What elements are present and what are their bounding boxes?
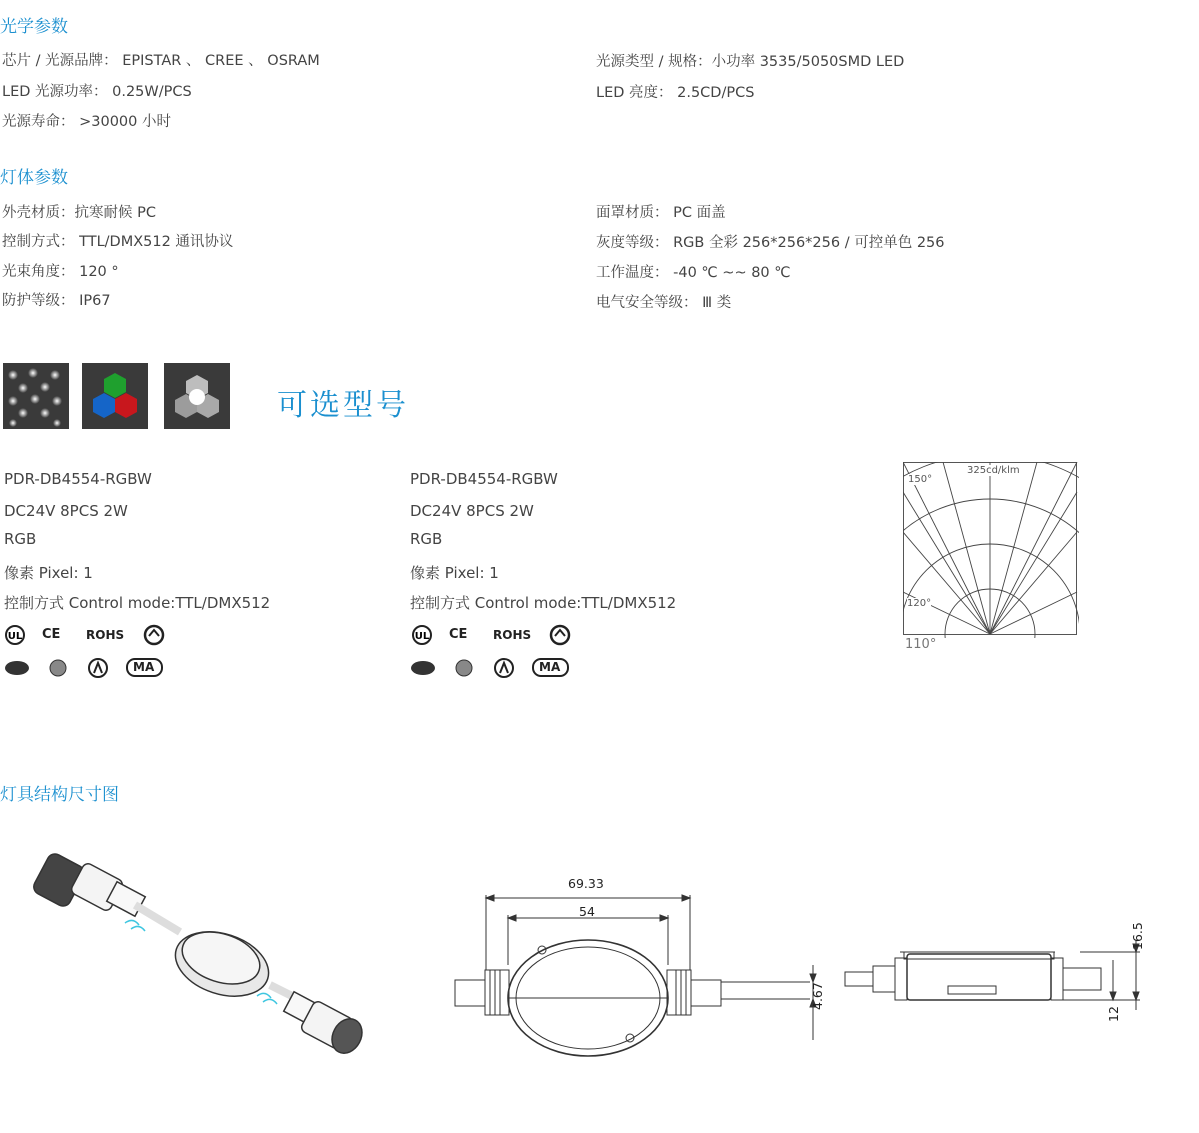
led-dots-thumbnail: [3, 363, 69, 429]
right-model-control: 控制方式 Control mode:TTL/DMX512: [410, 594, 677, 612]
dim-outer-label: 69.33: [568, 876, 604, 891]
rgb-thumbnail: [82, 363, 148, 429]
dim-cable-label: 4.67: [810, 982, 825, 1010]
ma-cert-label-2: MA: [539, 660, 561, 674]
polar-angle-bottom: 110°: [905, 637, 937, 652]
svg-text:UL: UL: [414, 631, 430, 642]
dim-body-label: 12: [1106, 1006, 1121, 1022]
right-model-color: RGB: [410, 530, 443, 548]
rohs-cert-icon: ROHS: [86, 628, 125, 642]
globe-cert-icon: [48, 658, 68, 678]
right-model-name: PDR-DB4554-RGBW: [410, 470, 558, 488]
optical-brightness: LED 亮度： 2.5CD/PCS: [596, 85, 755, 101]
ce-cert-icon-2: CE: [449, 627, 468, 642]
globe-cert-icon-2: [454, 658, 474, 678]
body-temp: 工作温度： -40 ℃ ~~ 80 ℃: [596, 265, 791, 281]
optical-title: 光学参数: [0, 17, 68, 37]
body-beam: 光束角度： 120 °: [2, 264, 119, 280]
dim-height-label: 16.5: [1130, 922, 1145, 950]
left-model-control: 控制方式 Control mode:TTL/DMX512: [4, 594, 271, 612]
cnas-cert-icon-2: [410, 658, 436, 678]
polar-intensity: 325cd/klm: [967, 465, 1020, 476]
polar-angle-mid: 120°: [907, 598, 932, 609]
polar-diagram: [903, 462, 1079, 638]
body-shell: 外壳材质：抗寒耐候 PC: [2, 205, 156, 221]
white-thumbnail: [164, 363, 230, 429]
optical-type: 光源类型 / 规格：小功率 3535/5050SMD LED: [596, 54, 905, 70]
body-ip: 防护等级： IP67: [2, 293, 111, 309]
cnas-cert-icon: [4, 658, 30, 678]
cal-cert-icon: [86, 657, 110, 679]
optical-life: 光源寿命： >30000 小时: [2, 114, 171, 130]
optical-power: LED 光源功率： 0.25W/PCS: [2, 84, 192, 100]
ul-cert-icon-2: [411, 624, 433, 646]
ma-cert-label: MA: [133, 660, 155, 674]
ce-cert-icon: CE: [42, 627, 61, 642]
left-model-name: PDR-DB4554-RGBW: [4, 470, 152, 488]
cal-cert-icon-2: [492, 657, 516, 679]
structure-title: 灯具结构尺寸图: [0, 785, 119, 805]
recycle-cert-icon-2: [549, 624, 571, 646]
side-dimension-drawing: [840, 930, 1150, 1030]
white-cubes-icon: [164, 363, 230, 429]
svg-text:UL: UL: [7, 631, 23, 642]
dim-inner-label: 54: [579, 904, 595, 919]
polar-angle-top: 150°: [908, 474, 933, 485]
led-dots-icon: [3, 363, 69, 429]
body-gray: 灰度等级： RGB 全彩 256*256*256 / 可控单色 256: [596, 235, 945, 251]
body-safety: 电气安全等级： Ⅲ 类: [596, 295, 732, 311]
rohs-cert-icon-2: ROHS: [493, 628, 532, 642]
rgb-cubes-icon: [82, 363, 148, 429]
left-model-spec: DC24V 8PCS 2W: [4, 502, 128, 520]
right-model-spec: DC24V 8PCS 2W: [410, 502, 534, 520]
models-title: 可选型号: [277, 388, 409, 423]
body-control: 控制方式： TTL/DMX512 通讯协议: [2, 234, 234, 250]
front-dimension-drawing: [450, 870, 840, 1070]
ul-cert-icon: [4, 624, 26, 646]
left-model-pixel: 像素 Pixel: 1: [4, 564, 93, 582]
recycle-cert-icon: [143, 624, 165, 646]
optical-chip: 芯片 / 光源品牌： EPISTAR 、 CREE 、 OSRAM: [2, 53, 320, 69]
body-cover: 面罩材质： PC 面盖: [596, 205, 726, 221]
product-render: [25, 850, 370, 1065]
right-model-pixel: 像素 Pixel: 1: [410, 564, 499, 582]
body-params-title: 灯体参数: [0, 168, 68, 188]
left-model-color: RGB: [4, 530, 37, 548]
